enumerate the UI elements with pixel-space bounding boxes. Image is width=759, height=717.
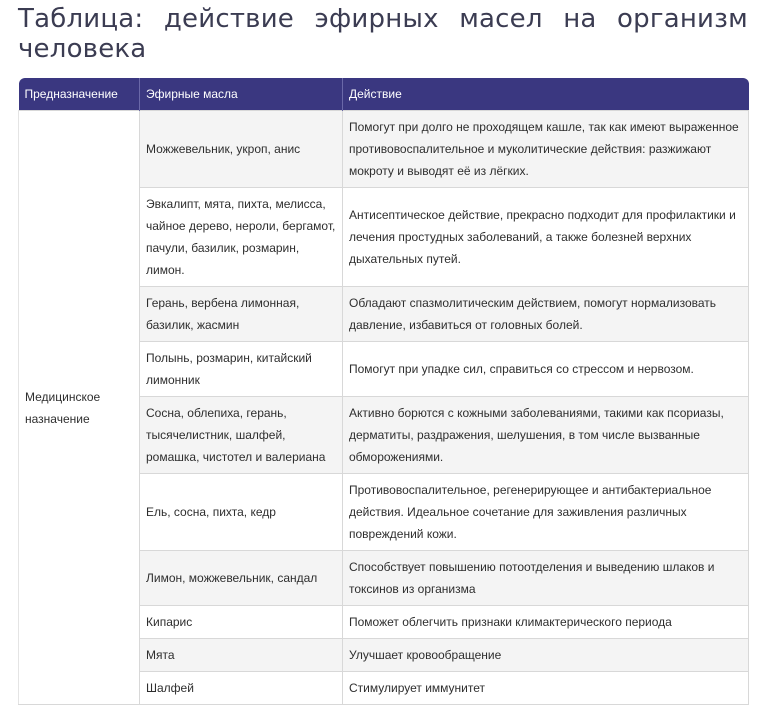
effect-cell: Противовоспалительное, регенерирующее и антибактериальное действия. Идеальное сочетание для заживления различных повреждений кожи. [343,474,749,551]
page-title: Таблица: действие эфирных масел на организм человека [18,4,748,64]
effect-cell: Обладают спазмолитическим действием, помогут нормализовать давление, избавиться от головных болей. [343,287,749,342]
effect-cell: Помогут при долго не проходящем кашле, так как имеют выраженное противовоспалительное и муколитические действия: разжижают мокроту и выводят её из лёгких. [343,111,749,188]
oils-cell: Можжевельник, укроп, анис [140,111,343,188]
oils-cell: Эвкалипт, мята, пихта, мелисса, чайное дерево, нероли, бергамот, пачули, базилик, розмарин, лимон. [140,188,343,287]
oils-cell: Лимон, можжевельник, сандал [140,551,343,606]
essential-oils-table [18,78,749,705]
oils-cell: Полынь, розмарин, китайский лимонник [140,342,343,397]
header-purpose: Предназначение [19,78,140,111]
effect-cell: Стимулирует иммунитет [343,672,749,705]
oils-table-container [18,78,748,705]
purpose-cell: Медицинское назначение [19,111,140,705]
effect-cell: Помогут при упадке сил, справиться со стрессом и нервозом. [343,342,749,397]
table-header-row [19,78,749,111]
oils-cell: Герань, вербена лимонная, базилик, жасмин [140,287,343,342]
effect-cell: Поможет облегчить признаки климактерического периода [343,606,749,639]
header-oils: Эфирные масла [140,78,343,111]
table-body [19,111,749,705]
effect-cell: Улучшает кровообращение [343,639,749,672]
oils-cell: Кипарис [140,606,343,639]
oils-cell: Ель, сосна, пихта, кедр [140,474,343,551]
oils-cell: Сосна, облепиха, герань, тысячелистник, шалфей, ромашка, чистотел и валериана [140,397,343,474]
effect-cell: Способствует повышению потоотделения и выведению шлаков и токсинов из организма [343,551,749,606]
table-row [19,111,749,188]
header-effect: Действие [343,78,749,111]
oils-cell: Шалфей [140,672,343,705]
oils-cell: Мята [140,639,343,672]
effect-cell: Антисептическое действие, прекрасно подходит для профилактики и лечения простудных заболеваний, а также болезней верхних дыхательных путей. [343,188,749,287]
effect-cell: Активно борются с кожными заболеваниями, такими как псориазы, дерматиты, раздражения, шелушения, в том числе вызванные обморожениями. [343,397,749,474]
table-header [19,78,749,111]
